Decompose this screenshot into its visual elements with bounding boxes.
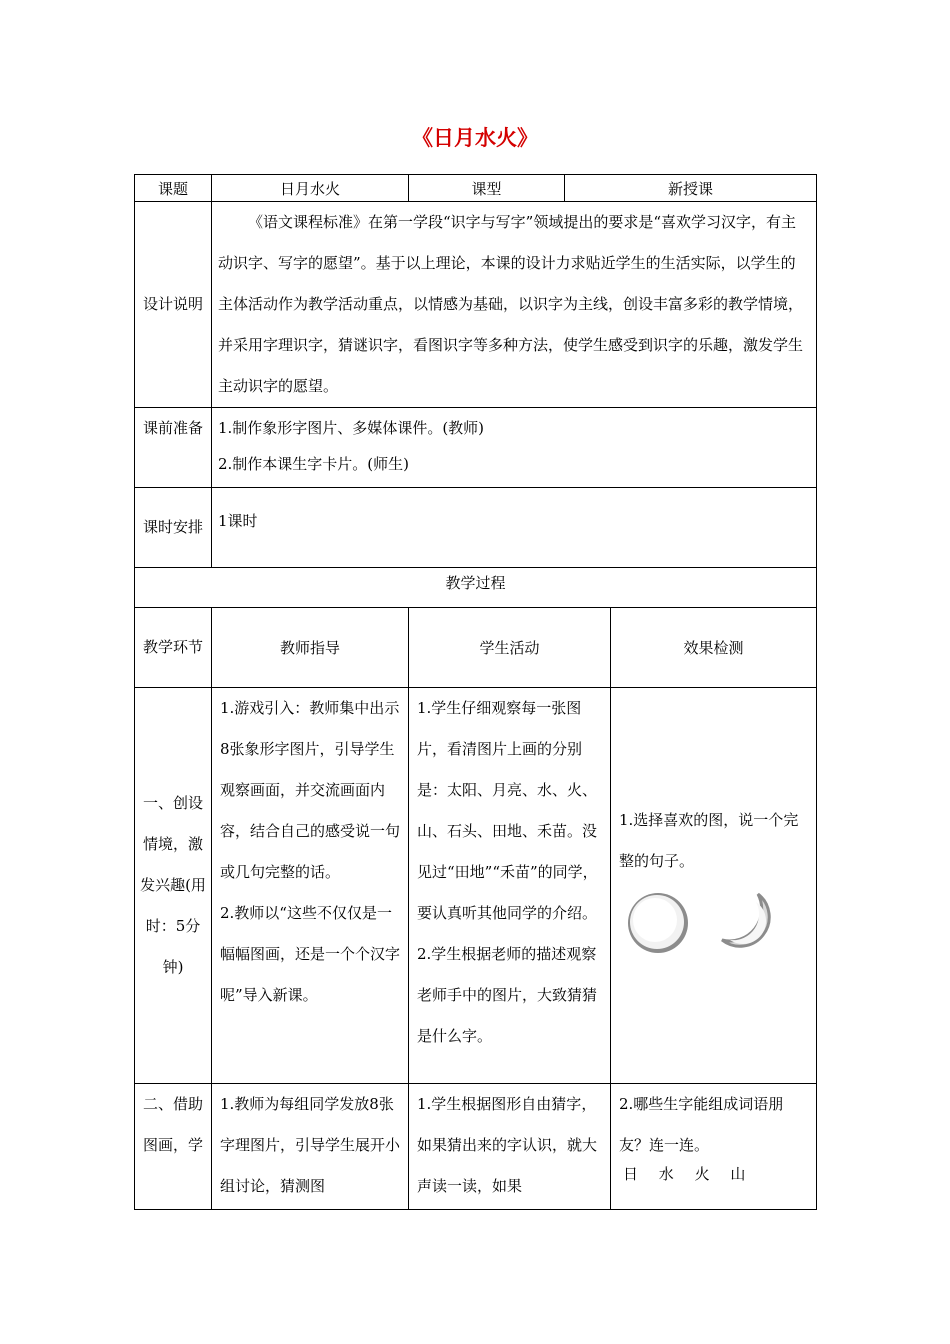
label-prep: 课前准备 xyxy=(135,408,212,488)
document-title: 《日月水火》 xyxy=(412,126,538,150)
col-student: 学生活动 xyxy=(409,608,611,688)
full-moon-icon xyxy=(625,890,691,956)
prep-list xyxy=(212,408,817,488)
topic-value: 日月水火 xyxy=(212,175,409,202)
label-schedule: 课时安排 xyxy=(135,488,212,568)
stage1-teacher xyxy=(212,688,409,1084)
stage2-name: 二、借助图画，学 xyxy=(135,1084,212,1210)
col-teacher: 教师指导 xyxy=(212,608,409,688)
stage1-student-step: 1.学生仔细观察每一张图片，看清图片上画的分别是：太阳、月亮、水、火、山、石头、田地、禾苗。没见过“田地”“禾苗”的同学，要认真听其他同学的介绍。 xyxy=(417,699,598,922)
design-text: 《语文课程标准》在第一学段“识字与写字”领域提出的要求是“喜欢学习汉字，有主动识字、写字的愿望”。基于以上理论，本课的设计力求贴近学生的生活实际，以学生的主体活动作为教学活动重点，以情感为基础，以识字为主线，创设丰富多彩的教学情境，并采用字理识字，猜谜识字，看图识字等多种方法，使学生感受到识字的乐趣，激发学生主动识字的愿望。 xyxy=(212,202,817,408)
char-item: 山 xyxy=(730,1165,746,1183)
char-list xyxy=(619,1166,812,1182)
lesson-plan-table xyxy=(134,174,817,1210)
stage2-student: 1.学生根据图形自由猜字，如果猜出来的字认识，就大声读一读，如果 xyxy=(409,1084,611,1210)
prep-item: 1.制作象形字图片、多媒体课件。(教师) xyxy=(218,419,485,437)
type-value: 新授课 xyxy=(565,175,817,202)
stage1-teacher-step: 1.游戏引入：教师集中出示8张象形字图片，引导学生观察画面，并交流画面内容，结合自己的感受说一句或几句完整的话。 xyxy=(220,699,401,881)
char-item: 日 xyxy=(623,1165,639,1183)
label-type: 课型 xyxy=(409,175,565,202)
stage1-check xyxy=(611,688,817,1084)
process-title: 教学过程 xyxy=(135,568,817,608)
col-stage: 教学环节 xyxy=(135,608,212,688)
char-item: 水 xyxy=(658,1165,674,1183)
label-design: 设计说明 xyxy=(135,202,212,408)
stage2-teacher: 1.教师为每组同学发放8张字理图片，引导学生展开小组讨论，猜测图 xyxy=(212,1084,409,1210)
crescent-moon-icon xyxy=(718,890,778,956)
stage1-check-text: 1.选择喜欢的图，说一个完整的句子。 xyxy=(619,811,799,870)
stage1-student-step: 2.学生根据老师的描述观察老师手中的图片，大致猜猜是什么字。 xyxy=(417,945,598,1045)
stage2-check xyxy=(611,1084,817,1210)
char-item: 火 xyxy=(694,1165,710,1183)
moon-images xyxy=(619,882,812,956)
stage1-student xyxy=(409,688,611,1084)
prep-item: 2.制作本课生字卡片。(师生) xyxy=(218,455,410,473)
col-check: 效果检测 xyxy=(611,608,817,688)
stage1-teacher-step: 2.教师以“这些不仅仅是一幅幅图画，还是一个个汉字呢”导入新课。 xyxy=(220,904,401,1004)
stage2-check-text: 2.哪些生字能组成词语朋友？连一连。 xyxy=(619,1095,784,1154)
stage1-name: 一、创设情境，激发兴趣(用时：5分钟) xyxy=(135,688,212,1084)
label-topic: 课题 xyxy=(135,175,212,202)
schedule-value: 1课时 xyxy=(212,488,817,568)
